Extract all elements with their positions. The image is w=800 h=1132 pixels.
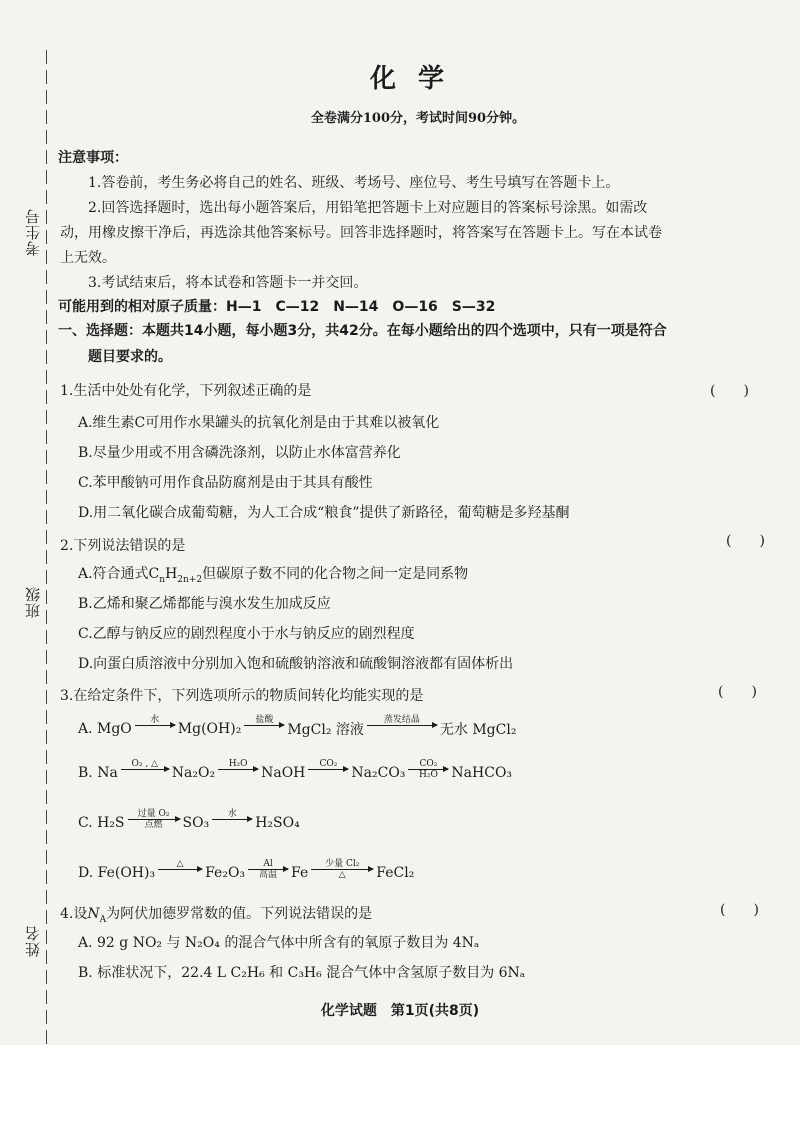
q1-answer-paren: ( ) bbox=[710, 383, 749, 399]
q2-answer-paren: ( ) bbox=[726, 533, 765, 549]
side-label-exam-no: 考生号 bbox=[24, 208, 42, 256]
section-heading-line1: 一、选择题：本题共14小题，每小题3分，共42分。在每小题给出的四个选项中，只有一项是符合 bbox=[58, 323, 667, 339]
atomic-masses: 可能用到的相对原子质量：H—1 C—12 N—14 O—16 S—32 bbox=[58, 299, 496, 315]
reaction-arrow: 水 bbox=[212, 809, 252, 830]
q2-option-b: B.乙烯和聚乙烯都能与溴水发生加成反应 bbox=[78, 596, 331, 612]
reaction-arrow: 少量 Cl₂ △ bbox=[311, 859, 373, 880]
page-title: 化学 bbox=[369, 64, 466, 94]
notice-item-3: 3.考试结束后，将本试卷和答题卡一并交回。 bbox=[88, 275, 368, 291]
reaction-arrow: △ bbox=[158, 859, 202, 880]
reaction-arrow: 水 bbox=[135, 715, 175, 736]
q2-option-a: A.符合通式$C_nH_{2n+2}$但碳原子数不同的化合物之间一定是同系物 bbox=[78, 566, 469, 585]
reaction-arrow: H₂O bbox=[218, 759, 258, 780]
q4-stem: 4.设$N_A$为阿伏加德罗常数的值。下列说法错误的是 bbox=[60, 906, 373, 925]
q4-answer-paren: ( ) bbox=[720, 902, 759, 918]
notice-item-2-line3: 上无效。 bbox=[60, 250, 116, 266]
q4-option-a: A. 92 g NO₂ 与 N₂O₄ 的混合气体中所含有的氧原子数目为 4Nₐ bbox=[78, 935, 480, 951]
side-label-name: 姓名 bbox=[24, 925, 42, 957]
reaction-arrow: CO₂ H₂O bbox=[408, 759, 448, 780]
page-footer: 化学试题 第1页(共8页) bbox=[320, 1003, 480, 1019]
section-heading-line2: 题目要求的。 bbox=[88, 349, 172, 365]
q2-stem: 2.下列说法错误的是 bbox=[60, 538, 186, 554]
q1-option-c: C.苯甲酸钠可用作食品防腐剂是由于其具有酸性 bbox=[78, 475, 373, 491]
q2-option-c: C.乙醇与钠反应的剧烈程度小于水与钠反应的剧烈程度 bbox=[78, 626, 415, 642]
q3-option-c: C. H₂S 过量 O₂ 点燃 SO₃ 水 H₂SO₄ bbox=[78, 809, 300, 831]
notice-item-1: 1.答卷前，考生务必将自己的姓名、班级、考场号、座位号、考生号填写在答题卡上。 bbox=[88, 175, 620, 191]
q1-option-a: A.维生素C可用作水果罐头的抗氧化剂是由于其难以被氧化 bbox=[78, 415, 440, 431]
side-label-class: 班级 bbox=[24, 586, 42, 618]
binding-margin-line bbox=[46, 50, 47, 1045]
q3-answer-paren: ( ) bbox=[718, 684, 757, 700]
q1-option-d: D.用二氧化碳合成葡萄糖，为人工合成“粮食”提供了新路径，葡萄糖是多羟基酮 bbox=[78, 505, 570, 521]
notice-item-2-line1: 2.回答选择题时，选出每小题答案后，用铅笔把答题卡上对应题目的答案标号涂黑。如需改 bbox=[88, 200, 648, 216]
q3-option-a: A. MgO 水 Mg(OH)₂ 盐酸 MgCl₂ 溶液 蒸发结晶 无水 MgCl₂ bbox=[78, 715, 517, 738]
reaction-arrow: 蒸发结晶 bbox=[367, 715, 437, 736]
reaction-arrow: 过量 O₂ 点燃 bbox=[128, 809, 180, 830]
q1-stem: 1.生活中处处有化学，下列叙述正确的是 bbox=[60, 383, 312, 399]
exam-subtitle: 全卷满分100分，考试时间90分钟。 bbox=[310, 111, 526, 126]
q4-option-b: B. 标准状况下，22.4 L C₂H₆ 和 C₃H₆ 混合气体中含氢原子数目为 6Nₐ bbox=[78, 965, 526, 981]
q3-stem: 3.在给定条件下，下列选项所示的物质间转化均能实现的是 bbox=[60, 688, 424, 704]
reaction-arrow: 盐酸 bbox=[244, 715, 284, 736]
reaction-arrow: CO₂ bbox=[308, 759, 348, 780]
notice-item-2-line2: 动，用橡皮擦干净后，再选涂其他答案标号。回答非选择题时，将答案写在答题卡上。写在本试卷 bbox=[60, 225, 662, 241]
q3-option-b: B. Na O₂ , △ Na₂O₂ H₂O NaOH CO₂ Na₂CO₃ CO₂ H₂O NaHCO₃ bbox=[78, 759, 513, 781]
reaction-arrow: O₂ , △ bbox=[121, 759, 169, 780]
q1-option-b: B.尽量少用或不用含磷洗涤剂，以防止水体富营养化 bbox=[78, 445, 401, 461]
notice-heading: 注意事项： bbox=[58, 150, 128, 166]
q3-option-d: D. Fe(OH)₃ △ Fe₂O₃ Al 高温 Fe 少量 Cl₂ △ FeCl₂ bbox=[78, 859, 415, 881]
reaction-arrow: Al 高温 bbox=[248, 859, 288, 880]
q2-option-d: D.向蛋白质溶液中分别加入饱和硫酸钠溶液和硫酸铜溶液都有固体析出 bbox=[78, 656, 514, 672]
